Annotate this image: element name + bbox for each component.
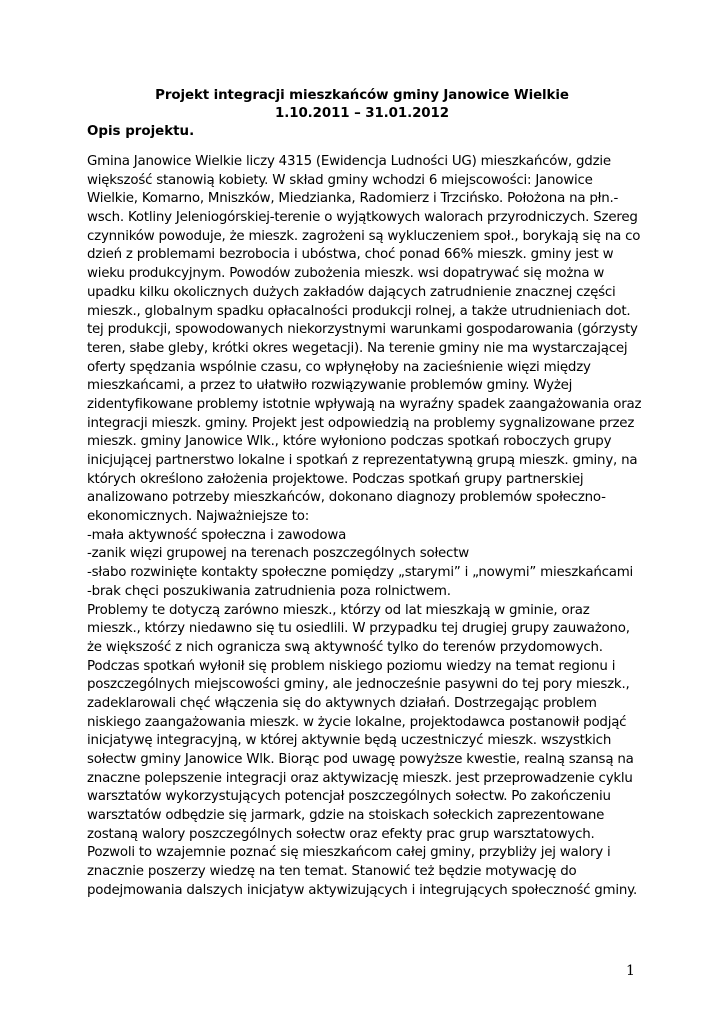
body-text-line: niskiego zaangażowania mieszk. w życie lokalne, projektodawca postanowił podjąć bbox=[87, 714, 627, 730]
body-text-line: Gmina Janowice Wielkie liczy 4315 (Ewidencja Ludności UG) mieszkańców, gdzie bbox=[87, 154, 611, 169]
body-text-line: czynników powoduje, że mieszk. zagrożeni są wykluczeniem społ., borykają się na co bbox=[87, 228, 641, 244]
body-text-line: -mała aktywność społeczna i zawodowa bbox=[87, 527, 347, 543]
body-text-line: podejmowania dalszych inicjatyw aktywizujących i integrujących społeczność gminy. bbox=[87, 882, 637, 898]
body-text-line: teren, słabe gleby, krótki okres wegetacji). Na terenie gminy nie ma wystarczającej bbox=[87, 340, 628, 356]
body-text-line: mieszkańcami, a przez to ułatwiło rozwiązywanie problemów gminy. Wyżej bbox=[87, 378, 573, 394]
body-text-line: mieszk., globalnym spadku opłacalności produkcji rolnej, a także utrudnieniach dot. bbox=[87, 303, 631, 319]
document-date-range: 1.10.2011 – 31.01.2012 bbox=[275, 106, 449, 121]
body-text-line: Problemy te dotyczą zarówno mieszk., którzy od lat mieszkają w gminie, oraz bbox=[87, 602, 590, 618]
body-text-line: Podczas spotkań wyłonił się problem niskiego poziomu wiedzy na temat regionu i bbox=[87, 658, 616, 674]
body-text-line: Wielkie, Komarno, Mniszków, Miedzianka, Radomierz i Trzcińsko. Położona na płn.- bbox=[87, 191, 619, 207]
body-text-line: warsztatów odbędzie się jarmark, gdzie na stoiskach sołeckich zaprezentowane bbox=[87, 808, 605, 824]
body-text-line: inicjatywę integracyjną, w której aktywnie będą uczestniczyć mieszk. wszystkich bbox=[87, 733, 612, 749]
body-text-line: warsztatów wykorzystujących potencjał poszczególnych sołectw. Po zakończeniu bbox=[87, 789, 611, 805]
body-text-line: których określono założenia projektowe. Podczas spotkań grupy partnerskiej bbox=[87, 471, 584, 487]
body-text bbox=[87, 153, 647, 901]
body-text-line: Pozwoli to wzajemnie poznać się mieszkańcom całej gminy, przybliży jej walory i bbox=[87, 845, 611, 861]
body-text-line: wieku produkcyjnym. Powodów zubożenia mieszk. wsi dopatrywać się można w bbox=[87, 266, 605, 282]
body-text-line: analizowano potrzeby mieszkańców, dokonano diagnozy problemów społeczno- bbox=[87, 490, 606, 506]
body-text-line: oferty spędzania wspólnie czasu, co wpłynęłoby na zacieśnienie więzi między bbox=[87, 359, 591, 375]
body-text-line: ekonomicznych. Najważniejsze to: bbox=[87, 509, 310, 525]
body-text-line: sołectw gminy Janowice Wlk. Biorąc pod uwagę powyższe kwestie, realną szansą na bbox=[87, 752, 634, 767]
body-text-line: -zanik więzi grupowej na terenach poszczególnych sołectw bbox=[87, 546, 469, 562]
body-text-line: mieszk., którzy niedawno się tu osiedlili. W przypadku tej drugiej grupy zauważono, bbox=[87, 621, 630, 637]
body-text-line: wsch. Kotliny Jeleniogórskiej-terenie o wyjątkowych walorach przyrodniczych. Szereg bbox=[87, 210, 638, 226]
body-text-line: tej produkcji, spowodowanych niekorzystnymi warunkami gospodarowania (górzysty bbox=[87, 322, 638, 338]
body-text-line: zidentyfikowane problemy istotnie wpływają na wyraźny spadek zaangażowania oraz bbox=[87, 396, 642, 412]
body-text-line: upadku kilku okolicznych dużych zakładów dających zatrudnienie znacznej części bbox=[87, 284, 616, 300]
document-title: Projekt integracji mieszkańców gminy Janowice Wielkie bbox=[155, 88, 569, 103]
body-text-line: mieszk. gminy Janowice Wlk., które wyłoniono podczas spotkań roboczych grupy bbox=[87, 434, 612, 450]
body-text-line: zadeklarowali chęć włączenia się do aktywnych działań. Dostrzegając problem bbox=[87, 695, 597, 711]
body-text-line: znaczne polepszenie integracji oraz aktywizację mieszk. jest przeprowadzenie cyklu bbox=[87, 770, 633, 786]
body-text-line: -brak chęci poszukiwania zatrudnienia poza rolnictwem. bbox=[87, 583, 451, 599]
body-text-line: zostaną walory poszczególnych sołectw oraz efekty prac grup warsztatowych. bbox=[87, 826, 595, 842]
body-text-line: że większość z nich ogranicza swą aktywność tylko do terenów przydomowych. bbox=[87, 639, 603, 655]
section-heading: Opis projektu. bbox=[87, 124, 195, 139]
body-text-line: poszczególnych miejscowości gminy, ale jednocześnie pasywni do tej pory mieszk., bbox=[87, 677, 630, 693]
page-number: 1 bbox=[626, 963, 635, 979]
body-text-line: inicjującej partnerstwo lokalne i spotkań z reprezentatywną grupą mieszk. gminy, na bbox=[87, 453, 638, 468]
body-text-line: -słabo rozwinięte kontakty społeczne pomiędzy „starymi” i „nowymi” mieszkańcami bbox=[87, 565, 634, 581]
body-text-line: większość stanowią kobiety. W skład gminy wchodzi 6 miejscowości: Janowice bbox=[87, 172, 593, 188]
body-text-line: dzień z problemami bezrobocia i ubóstwa, choć ponad 66% mieszk. gminy jest w bbox=[87, 247, 614, 263]
body-text-line: integracji mieszk. gminy. Projekt jest odpowiedzią na problemy sygnalizowane przez bbox=[87, 415, 635, 431]
body-text-line: znacznie poszerzy wiedzę na ten temat. Stanowić też będzie motywację do bbox=[87, 864, 577, 880]
